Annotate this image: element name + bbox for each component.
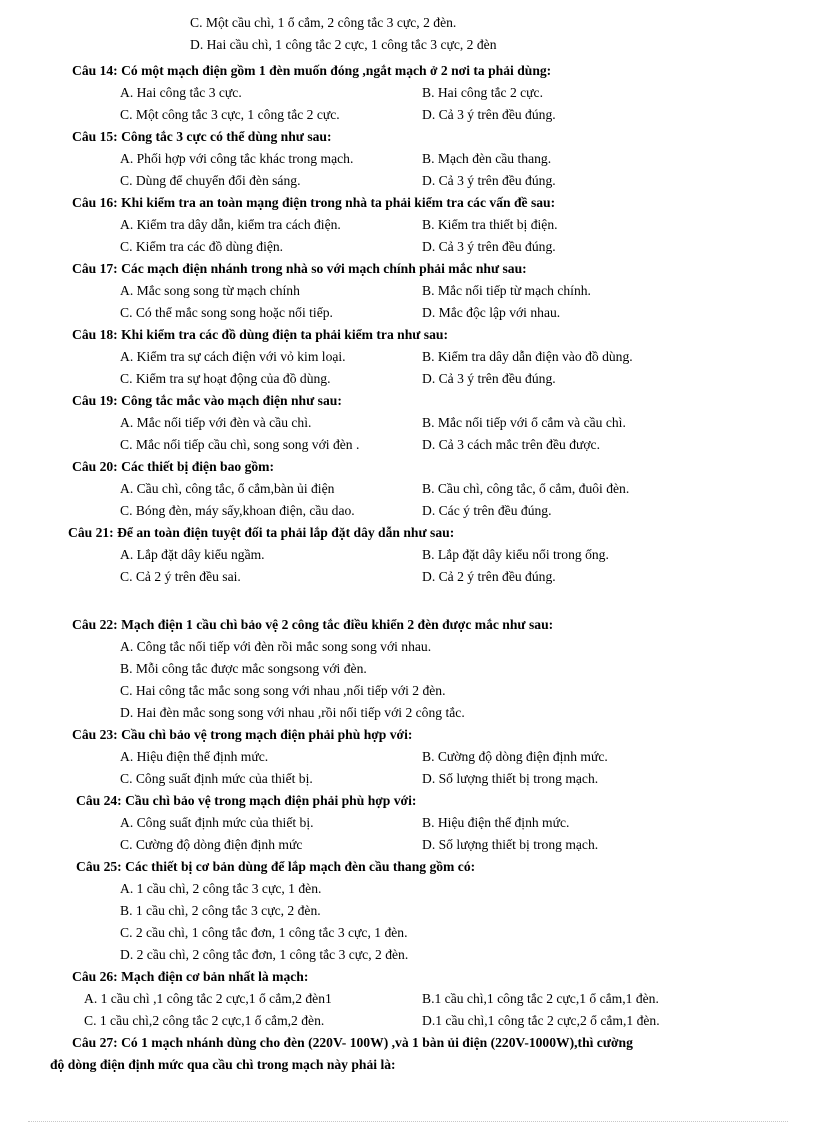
option-d: D. Cả 3 cách mắc trên đều được. [422, 437, 600, 452]
question-19 [72, 390, 816, 456]
spacer [0, 588, 816, 614]
page-bottom-rule [28, 1121, 788, 1122]
option-a: A. Kiểm tra sự cách điện với vỏ kim loại. [120, 349, 346, 364]
question-title: Câu 16: Khi kiểm tra an toàn mạng điện trong nhà ta phải kiểm tra các vấn đề sau: [72, 195, 556, 210]
question-23 [72, 724, 816, 790]
option-b: B. Mạch đèn cầu thang. [422, 151, 552, 166]
question-title-line1: Câu 27: Có 1 mạch nhánh dùng cho đèn (220V- 100W) ,và 1 bàn ủi điện (220V-1000W),thì cường [72, 1035, 633, 1050]
option-d: D. Cả 3 ý trên đều đúng. [422, 371, 556, 386]
option-b: B.1 cầu chì,1 công tắc 2 cực,1 ổ cắm,1 đèn. [422, 991, 659, 1006]
option-c: C. Công suất định mức của thiết bị. [120, 771, 313, 786]
option-a: A. Cầu chì, công tắc, ổ cắm,bàn ủi điện [120, 481, 335, 496]
question-20 [72, 456, 816, 522]
question-15 [72, 126, 816, 192]
question-16 [72, 192, 816, 258]
question-title: Câu 22: Mạch điện 1 cầu chì bảo vệ 2 công tắc điều khiển 2 đèn được mắc như sau: [72, 617, 554, 632]
question-25 [76, 856, 816, 966]
option-d: D.1 cầu chì,1 công tắc 2 cực,2 ổ cắm,1 đèn. [422, 1013, 660, 1028]
option-c: C. 2 cầu chì, 1 công tắc đơn, 1 công tắc 3 cực, 1 đèn. [120, 925, 408, 940]
option-c: C. Một cầu chì, 1 ổ cắm, 2 công tắc 3 cực, 2 đèn. [190, 15, 457, 30]
question-title: Câu 21: Để an toàn điện tuyệt đối ta phải lắp đặt dây dẫn như sau: [68, 525, 455, 540]
option-d: D. 2 cầu chì, 2 công tắc đơn, 1 công tắc 3 cực, 2 đèn. [120, 947, 409, 962]
option-a: A. Lắp đặt dây kiểu ngầm. [120, 547, 265, 562]
option-c: C. Hai công tắc mắc song song với nhau ,nối tiếp với 2 đèn. [120, 683, 446, 698]
question-title: Câu 18: Khi kiểm tra các đồ dùng điện ta phải kiểm tra như sau: [72, 327, 448, 342]
option-b: B. Mỗi công tắc được mắc songsong với đèn. [120, 661, 367, 676]
option-a: A. 1 cầu chì, 2 công tắc 3 cực, 1 đèn. [120, 881, 322, 896]
question-title: Câu 25: Các thiết bị cơ bản dùng để lắp mạch đèn cầu thang gồm có: [76, 859, 476, 874]
option-c: C. Mắc nối tiếp cầu chì, song song với đèn . [120, 437, 360, 452]
question-title: Câu 15: Công tắc 3 cực có thể dùng như sau: [72, 129, 332, 144]
option-c: C. Dùng để chuyển đổi đèn sáng. [120, 173, 301, 188]
question-title: Câu 26: Mạch điện cơ bản nhất là mạch: [72, 969, 309, 984]
question-13-tail [72, 12, 497, 56]
option-d: D. Cả 3 ý trên đều đúng. [422, 239, 556, 254]
option-d: D. Cả 3 ý trên đều đúng. [422, 107, 556, 122]
option-c: C. 1 cầu chì,2 công tắc 2 cực,1 ổ cắm,2 đèn. [84, 1013, 325, 1028]
option-b: B. 1 cầu chì, 2 công tắc 3 cực, 2 đèn. [120, 903, 321, 918]
question-14 [72, 60, 816, 126]
option-c: C. Cả 2 ý trên đều sai. [120, 569, 241, 584]
question-18 [72, 324, 816, 390]
option-a: A. Hiệu điện thế định mức. [120, 749, 269, 764]
option-b: B. Kiểm tra thiết bị điện. [422, 217, 558, 232]
option-c: C. Một công tắc 3 cực, 1 công tắc 2 cực. [120, 107, 340, 122]
option-a: A. Phối hợp với công tắc khác trong mạch. [120, 151, 354, 166]
option-d: D. Hai đèn mắc song song với nhau ,rồi nối tiếp với 2 công tắc. [120, 705, 465, 720]
question-22 [72, 614, 816, 724]
option-d: D. Cả 2 ý trên đều đúng. [422, 569, 556, 584]
option-b: B. Cầu chì, công tắc, ổ cắm, đuôi đèn. [422, 481, 630, 496]
option-a: A. 1 cầu chì ,1 công tắc 2 cực,1 ổ cắm,2 đèn1 [84, 991, 332, 1006]
option-a: A. Kiểm tra dây dẫn, kiểm tra cách điện. [120, 217, 341, 232]
option-c: C. Có thể mắc song song hoặc nối tiếp. [120, 305, 333, 320]
option-d: D. Mắc độc lập với nhau. [422, 305, 561, 320]
option-c: C. Bóng đèn, máy sấy,khoan điện, cầu dao. [120, 503, 355, 518]
question-title: Câu 17: Các mạch điện nhánh trong nhà so với mạch chính phải mắc như sau: [72, 261, 527, 276]
option-b: B. Cường độ dòng điện định mức. [422, 749, 608, 764]
question-24 [76, 790, 816, 856]
option-b: B. Hiệu điện thế định mức. [422, 815, 570, 830]
option-d: D. Số lượng thiết bị trong mạch. [422, 837, 599, 852]
option-a: A. Mắc nối tiếp với đèn và cầu chì. [120, 415, 312, 430]
question-21 [68, 522, 816, 588]
option-b: B. Hai công tắc 2 cực. [422, 85, 543, 100]
question-27 [0, 1032, 816, 1076]
option-c: C. Kiểm tra sự hoạt động của đồ dùng. [120, 371, 331, 386]
option-a: A. Công tắc nối tiếp với đèn rồi mắc song song với nhau. [120, 639, 432, 654]
option-a: A. Mắc song song từ mạch chính [120, 283, 300, 298]
question-17 [72, 258, 816, 324]
option-a: A. Hai công tắc 3 cực. [120, 85, 242, 100]
option-b: B. Mắc nối tiếp từ mạch chính. [422, 283, 591, 298]
option-d: D. Cả 3 ý trên đều đúng. [422, 173, 556, 188]
option-c: C. Kiểm tra các đồ dùng điện. [120, 239, 284, 254]
option-a: A. Công suất định mức của thiết bị. [120, 815, 314, 830]
option-d: D. Số lượng thiết bị trong mạch. [422, 771, 599, 786]
question-title: Câu 24: Cầu chì bảo vệ trong mạch điện phải phù hợp với: [76, 793, 417, 808]
question-26 [72, 966, 816, 1032]
option-b: B. Kiểm tra dây dẫn điện vào đồ dùng. [422, 349, 633, 364]
question-title-line2: độ dòng điện định mức qua cầu chì trong mạch này phải là: [50, 1057, 396, 1072]
option-c: C. Cường độ dòng điện định mức [120, 837, 303, 852]
question-title: Câu 14: Có một mạch điện gồm 1 đèn muốn đóng ,ngắt mạch ở 2 nơi ta phải dùng: [72, 63, 552, 78]
option-d: D. Các ý trên đều đúng. [422, 503, 552, 518]
option-b: B. Mắc nối tiếp với ổ cắm và cầu chì. [422, 415, 626, 430]
question-title: Câu 20: Các thiết bị điện bao gồm: [72, 459, 275, 474]
question-title: Câu 19: Công tắc mắc vào mạch điện như sau: [72, 393, 342, 408]
option-d: D. Hai cầu chì, 1 công tắc 2 cực, 1 công tắc 3 cực, 2 đèn [190, 37, 497, 52]
option-b: B. Lắp đặt dây kiểu nổi trong ống. [422, 547, 609, 562]
question-title: Câu 23: Cầu chì bảo vệ trong mạch điện phải phù hợp với: [72, 727, 413, 742]
